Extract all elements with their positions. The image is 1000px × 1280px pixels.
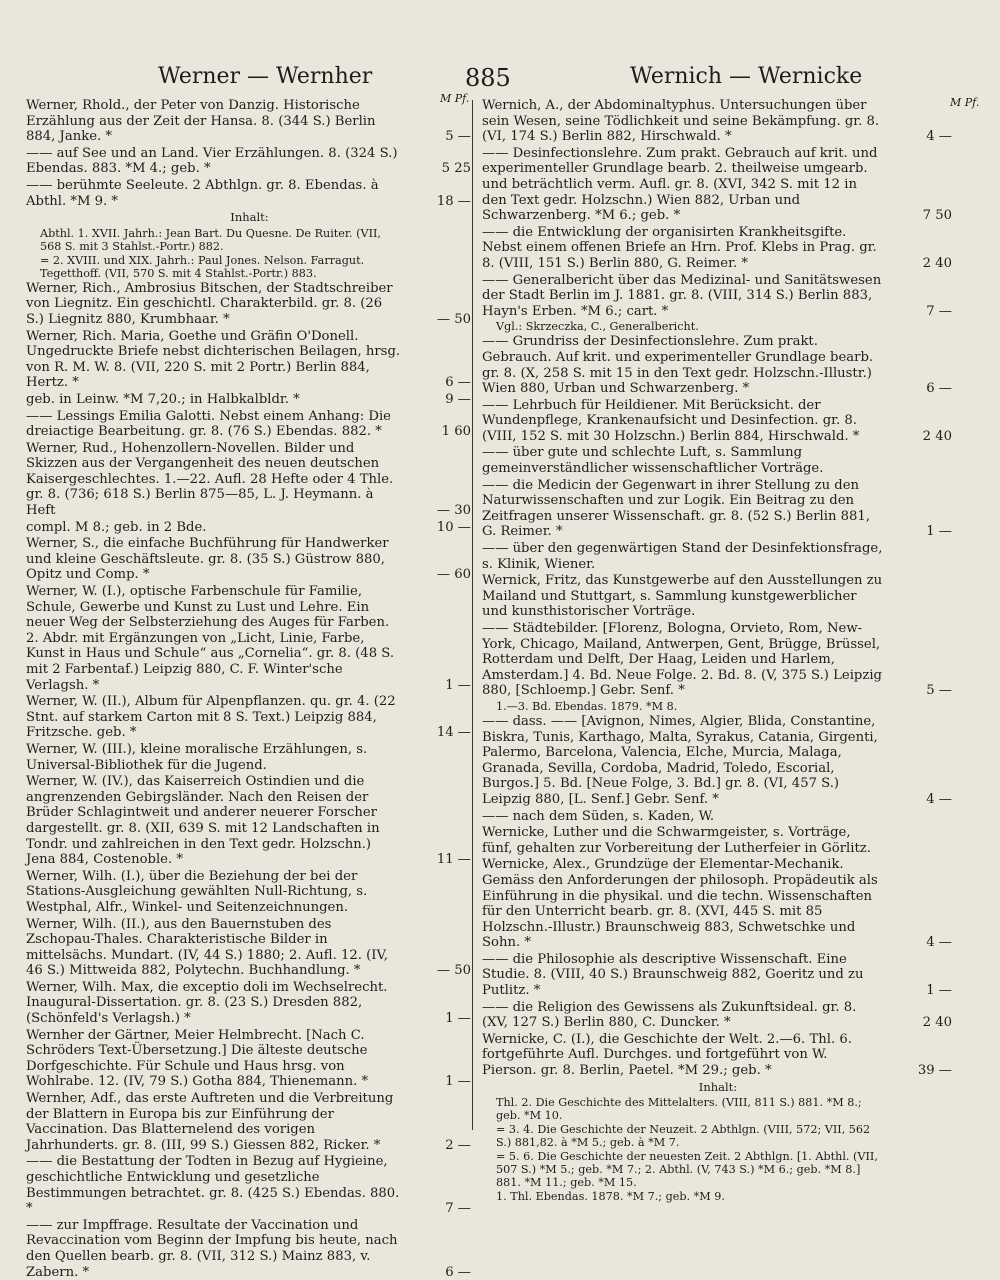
catalog-entry [26, 917, 471, 979]
entry-text: —— die Religion des Gewissens als Zukunftsideal. gr. 8. (XV, 127 S.) Berlin 880, C. Duncker. * [482, 999, 857, 1031]
entry-text: Inhalt: [230, 210, 269, 225]
catalog-entry [482, 1000, 952, 1031]
entry-text: —— Generalbericht über das Medizinal- und Sanitätswesen der Stadt Berlin im J. 1881. gr. 8. (VIII, 314 S.) Berlin 883, Hayn's Erben. *M 6.; cart. * [482, 272, 882, 319]
catalog-entry [26, 227, 471, 253]
entry-price: 1 — [926, 524, 952, 540]
entry-text: —— über den gegenwärtigen Stand der Desinfektionsfrage, s. Klinik, Wiener. [482, 541, 883, 572]
header-left-heading: Werner — Wernher [158, 64, 373, 89]
entry-text: Werner, Wilh. (I.), über die Beziehung der bei der Stations-Ausgleichung gewählten Null-Richtung, s. Westphal, Alfr., Winkel- und Seitenzeichnungen. [26, 868, 368, 915]
catalog-entry [482, 621, 952, 699]
entry-text: compl. M 8.; geb. in 2 Bde. [26, 519, 207, 535]
entry-price: 7 — [926, 303, 952, 319]
catalog-entry [482, 334, 952, 396]
entry-text: Wernicke, Alex., Grundzüge der Elementar-Mechanik. Gemäss den Anforderungen der philosoph. Propädeutik als Einführung in die physikal. und die techn. Wissenschaften für den Unterricht bearb. gr. 8. (XVI, 445 S. mit 85 Holzschn.-Illustr.) Braunschweig 883, Schwetschke und Sohn. * [482, 857, 878, 951]
entry-text: —— die Medicin der Gegenwart in ihrer Stellung zu den Naturwissenschaften und zur Logik. Ein Beitrag zu den Zeitfragen unserer Wissenschaft. gr. 8. (52 S.) Berlin 881, G. Reimer. * [482, 477, 871, 540]
entry-text: Werner, S., die einfache Buchführung für Handwerker und kleine Geschäftsleute. gr. 8. (35 S.) Güstrow 880, Opitz und Comp. * [26, 536, 389, 583]
entry-text: geb. in Leinw. *M 7,20.; in Halbkalbldr. * [26, 391, 300, 407]
entry-text: Werner, Rich. Maria, Goethe und Gräfin O'Donell. Ungedruckte Briefe nebst dichterischen Beilagen, hrsg. von R. M. W. 8. (VII, 220 S. mit 2 Portr.) Berlin 884, Hertz. * [26, 328, 401, 391]
catalog-entry [482, 825, 952, 856]
entry-text: = 2. XVIII. und XIX. Jahrh.: Paul Jones. Nelson. Farragut. Tegetthoff. (VII, 570 S. mit 4 Stahlst.-Portr.) 883. [40, 253, 365, 280]
catalog-entry [482, 952, 952, 999]
catalog-entry [482, 1032, 952, 1079]
entry-text: —— die Philosophie als descriptive Wissenschaft. Eine Studie. 8. (VIII, 40 S.) Braunschweig 882, Goeritz und zu Putlitz. * [482, 951, 864, 999]
entry-text: Werner, Rud., Hohenzollern-Novellen. Bilder und Skizzen aus der Vergangenheit des neuen deutschen Kaisergeschlechtes. 1.—22. Aufl. 28 Hefte oder 4 Thle. gr. 8. (736; 618 S.) Berlin 875—85, L. J. Heymann. à Heft [26, 440, 394, 519]
entry-price: 7 — [445, 1201, 471, 1217]
catalog-entry [482, 573, 952, 620]
entry-text: —— dass. —— [Avignon, Nimes, Algier, Blida, Constantine, Biskra, Tunis, Karthago, Malta, Syrakus, Catania, Girgenti, Palermo, Barcelona, Valencia, Elche, Murcia, Malaga, Granada, Sevilla, Cordoba, Madrid, Toledo, Escorial, Burgos.] 5. Bd. [Neue Folge, 3. Bd.] gr. 8. (VI, 457 S.) Leipzig 880, [L. Senf.] Gebr. Senf. * [482, 713, 878, 807]
entry-text: Werner, W. (II.), Album für Alpenpflanzen. qu. gr. 4. (22 Stnt. auf starkem Carton mit 8 S. Text.) Leipzig 884, Fritzsche. geb. * [26, 694, 396, 741]
catalog-entry [26, 146, 471, 177]
catalog-entry [482, 541, 952, 572]
entry-text: Werner, Rhold., der Peter von Danzig. Historische Erzählung aus der Zeit der Hansa. 8. (344 S.) Berlin 884, Janke. * [26, 98, 376, 145]
catalog-entry [482, 478, 952, 540]
entry-text: 1.—3. Bd. Ebendas. 1879. *M 8. [496, 699, 678, 713]
entry-text: Wernher, Adf., das erste Auftreten und die Verbreitung der Blattern in Europa bis zur Einführung der Vaccination. Das Blatternelend des vorigen Jahrhunderts. gr. 8. (III, 99 S.) Giessen 882, Ricker. * [26, 1091, 394, 1153]
catalog-entry [482, 1123, 952, 1149]
entry-price: 14 — [436, 725, 471, 741]
catalog-entry [482, 1080, 952, 1096]
entry-text: Thl. 2. Die Geschichte des Mittelalters. (VIII, 811 S.) 881. *M 8.; geb. *M 10. [496, 1096, 862, 1123]
catalog-entry [26, 980, 471, 1027]
entry-text: —— über gute und schlechte Luft, s. Sammlung gemeinverständlicher wissenschaftlicher Vorträge. [482, 445, 824, 477]
catalog-entry [482, 809, 952, 825]
entry-text: Wernicke, C. (I.), die Geschichte der Welt. 2.—6. Thl. 6. fortgeführte Aufl. Durchges. und fortgeführt von W. Pierson. gr. 8. Berlin, Paetel. *M 29.; geb. * [482, 1031, 852, 1079]
catalog-entry [482, 714, 952, 808]
entry-price: 1 60 [441, 424, 471, 440]
entry-price: 4 — [926, 129, 952, 145]
entry-text: —— zur Impffrage. Resultate der Vaccination und Revaccination vom Beginn der Impfung bis heute, nach den Quellen bearb. gr. 8. (VII, 312 S.) Mainz 883, v. Zabern. * [26, 1217, 398, 1280]
price-unit-label-right: M Pf. [950, 96, 980, 109]
entry-price: 7 50 [922, 208, 952, 224]
catalog-entry [26, 210, 471, 226]
entry-text: Werner, W. (III.), kleine moralische Erzählungen, s. Universal-Bibliothek für die Jugend. [26, 741, 368, 773]
catalog-entry [26, 1154, 471, 1216]
entry-text: Wernher der Gärtner, Meier Helmbrecht. [Nach C. Schröders Text-Übersetzung.] Die älteste deutsche Dorfgeschichte. Für Schule und Haus hrsg. von Wohlrabe. 12. (IV, 79 S.) Gotha 884, Thienemann. * [26, 1027, 369, 1090]
catalog-entry [26, 1091, 471, 1153]
catalog-entry [26, 1028, 471, 1090]
header-right-heading: Wernich — Wernicke [630, 64, 863, 89]
entry-text: —— Lehrbuch für Heildiener. Mit Berücksicht. der Wundenpflege, Krankenaufsicht und Desinfection. gr. 8. (VIII, 152 S. mit 30 Holzschn.) Berlin 884, Hirschwald. * [482, 397, 860, 444]
entry-text: Wernick, Fritz, das Kunstgewerbe auf den Ausstellungen zu Mailand und Stuttgart, s. Sammlung kunstgewerblicher und kunsthistorischer Vorträge. [482, 573, 883, 620]
catalog-entry [482, 857, 952, 951]
catalog-entry [482, 273, 952, 320]
catalog-entry [482, 1190, 952, 1203]
catalog-entry [26, 536, 471, 583]
column-divider [472, 100, 473, 1130]
right-column [482, 98, 952, 1204]
catalog-entry [26, 774, 471, 868]
catalog-entry [482, 700, 952, 713]
entry-text: —— die Bestattung der Todten in Bezug auf Hygieine, geschichtliche Entwicklung und gesetzliche Bestimmungen betrachtet. gr. 8. (425 S.) Ebendas. 880. * [26, 1154, 400, 1217]
entry-price: — 30 [436, 503, 471, 519]
entry-text: —— berühmte Seeleute. 2 Abthlgn. gr. 8. Ebendas. à Abthl. *M 9. * [26, 177, 379, 209]
entry-price: 1 — [445, 1074, 471, 1090]
catalog-entry [26, 742, 471, 773]
entry-price: — 60 [436, 567, 471, 583]
entry-price: 6 — [445, 1264, 471, 1280]
entry-price: 2 40 [922, 1015, 952, 1031]
catalog-entry [482, 146, 952, 224]
entry-text: —— auf See und an Land. Vier Erzählungen. 8. (324 S.) Ebendas. 883. *M 4.; geb. * [26, 145, 398, 177]
entry-text: Werner, Wilh. Max, die exceptio doli im Wechselrecht. Inaugural-Dissertation. gr. 8. (23 S.) Dresden 882, (Schönfeld's Verlagsh.) * [26, 979, 388, 1027]
entry-text: Wernicke, Luther und die Schwarmgeister, s. Vorträge, fünf, gehalten zur Vorbereitung der Lutherfeier in Görlitz. [482, 825, 871, 856]
entry-text: Werner, W. (I.), optische Farbenschule für Familie, Schule, Gewerbe und Kunst zu Lust und Lehre. Ein neuer Weg der Selbsterziehung des Auges für Farben. 2. Abdr. mit Ergänzungen von „Licht, Linie, Farbe, Kunst in Haus und Schule“ aus „Cornelia“. gr. 8. (48 S. mit 2 Farbentaf.) Leipzig 880, C. F. Winter'sche Verlagsh. * [26, 584, 395, 693]
entry-text: = 5. 6. Die Geschichte der neuesten Zeit. 2 Abthlgn. [1. Abthl. (VII, 507 S.) *M 5.; geb. *M 7.; 2. Abthl. (V, 743 S.) *M 6.; geb. *M 8.] 881. *M 11.; geb. *M 15. [496, 1150, 878, 1190]
catalog-entry [26, 281, 471, 328]
catalog-entry [26, 98, 471, 145]
entry-price: — 50 [436, 311, 471, 327]
catalog-entry [26, 869, 471, 916]
catalog-entry [26, 392, 471, 408]
catalog-entry [26, 520, 471, 536]
price-unit-label-left: M Pf. [440, 92, 470, 105]
entry-text: —— Desinfectionslehre. Zum prakt. Gebrauch auf krit. und experimenteller Grundlage bearb. 2. theilweise umgearb. und beträchtlich verm. Aufl. gr. 8. (XVI, 342 S. mit 12 in den Text gedr. Holzschn.) Wien 882, Urban und Schwarzenberg. *M 6.; geb. * [482, 145, 878, 224]
entry-price: 1 — [445, 677, 471, 693]
catalog-entry [482, 98, 952, 145]
entry-text: Vgl.: Skrzeczka, C., Generalbericht. [496, 320, 699, 334]
entry-price: 2 40 [922, 255, 952, 271]
entry-price: 4 — [926, 935, 952, 951]
entry-price: 6 — [926, 381, 952, 397]
entry-price: 6 — [445, 375, 471, 391]
catalog-entry [482, 320, 952, 333]
entry-text: —— nach dem Süden, s. Kaden, W. [482, 808, 715, 824]
entry-price: 10 — [436, 519, 471, 535]
entry-text: —— die Entwicklung der organisirten Krankheitsgifte. Nebst einem offenen Briefe an Hrn. Prof. Klebs in Prag. gr. 8. (VIII, 151 S.) Berlin 880, G. Reimer. * [482, 224, 877, 271]
catalog-entry [482, 1096, 952, 1122]
catalog-entry [26, 694, 471, 741]
catalog-entry [482, 445, 952, 476]
catalog-entry [26, 409, 471, 440]
catalog-entry [26, 1218, 471, 1280]
page-header [30, 64, 980, 98]
entry-text: Abthl. 1. XVII. Jahrh.: Jean Bart. Du Quesne. De Ruiter. (VII, 568 S. mit 3 Stahlst.-Portr.) 882. [40, 226, 381, 253]
catalog-entry [26, 329, 471, 391]
entry-price: — 50 [436, 963, 471, 979]
entry-price: 18 — [436, 193, 471, 209]
entry-text: 1. Thl. Ebendas. 1878. *M 7.; geb. *M 9. [496, 1190, 725, 1204]
entry-text: Werner, Rich., Ambrosius Bitschen, der Stadtschreiber von Liegnitz. Ein geschichtl. Charakterbild. gr. 8. (26 S.) Liegnitz 880, Krumbhaar. * [26, 280, 393, 327]
catalog-entry [482, 1150, 952, 1189]
entry-text: Werner, W. (IV.), das Kaiserreich Ostindien und die angrenzenden Gebirgsländer. Nach den Reisen der Brüder Schlagintweit und anderer neuerer Forscher dargestellt. gr. 8. (XII, 639 S. mit 12 Landschaften in Tondr. und zahlreichen in den Text gedr. Holzschn.) Jena 884, Costenoble. * [26, 774, 380, 868]
page-number: 885 [465, 64, 511, 92]
entry-price: 1 — [445, 1011, 471, 1027]
entry-price: 1 — [926, 983, 952, 999]
entry-text: = 3. 4. Die Geschichte der Neuzeit. 2 Abthlgn. (VIII, 572; VII, 562 S.) 881,82. à *M 5.; geb. à *M 7. [496, 1123, 871, 1150]
entry-text: —— Grundriss der Desinfectionslehre. Zum prakt. Gebrauch. Auf krit. und experimenteller Grundlage bearb. gr. 8. (X, 258 S. mit 15 in den Text gedr. Holzschn.-Illustr.) Wien 880, Urban und Schwarzenberg. * [482, 334, 874, 397]
entry-price: 9 — [445, 391, 471, 407]
entry-text: —— Lessings Emilia Galotti. Nebst einem Anhang: Die dreiactige Bearbeitung. gr. 8. (76 S.) Ebendas. 882. * [26, 408, 391, 440]
entry-price: 2 40 [922, 428, 952, 444]
entry-price: 2 — [445, 1137, 471, 1153]
entry-price: 5 25 [441, 161, 471, 177]
catalog-entry [26, 441, 471, 519]
catalog-entry [482, 225, 952, 272]
entry-text: Werner, Wilh. (II.), aus den Bauernstuben des Zschopau-Thales. Charakteristische Bilder in mittelsächs. Mundart. (IV, 44 S.) 1880; 2. Aufl. 12. (IV, 46 S.) Mittweida 882, Polytechn. Buchhandlung. * [26, 916, 388, 979]
entry-text: Inhalt: [698, 1079, 738, 1094]
entry-text: Wernich, A., der Abdominaltyphus. Untersuchungen über sein Wesen, seine Tödlichkeit und seine Bekämpfung. gr. 8. (VI, 174 S.) Berlin 882, Hirschwald. * [482, 98, 880, 145]
entry-price: 5 — [445, 129, 471, 145]
entry-price: 5 — [926, 683, 952, 699]
catalog-entry [26, 178, 471, 209]
entry-price: 39 — [917, 1063, 952, 1079]
catalog-entry [26, 254, 471, 280]
entry-text: —— Städtebilder. [Florenz, Bologna, Orvieto, Rom, New-York, Chicago, Mailand, Antwerpen, Gent, Brügge, Brüssel, Rotterdam und Delft, Der Haag, Leiden und Harlem, Amsterdam.] 4. Bd. Neue Folge. 2. Bd. 8. (V, 375 S.) Leipzig 880, [Schloemp.] Gebr. Senf. * [482, 621, 882, 699]
catalog-entry [482, 398, 952, 445]
left-column [26, 98, 471, 1280]
entry-price: 4 — [926, 791, 952, 807]
catalog-entry [26, 584, 471, 693]
entry-price: 11 — [436, 852, 471, 868]
